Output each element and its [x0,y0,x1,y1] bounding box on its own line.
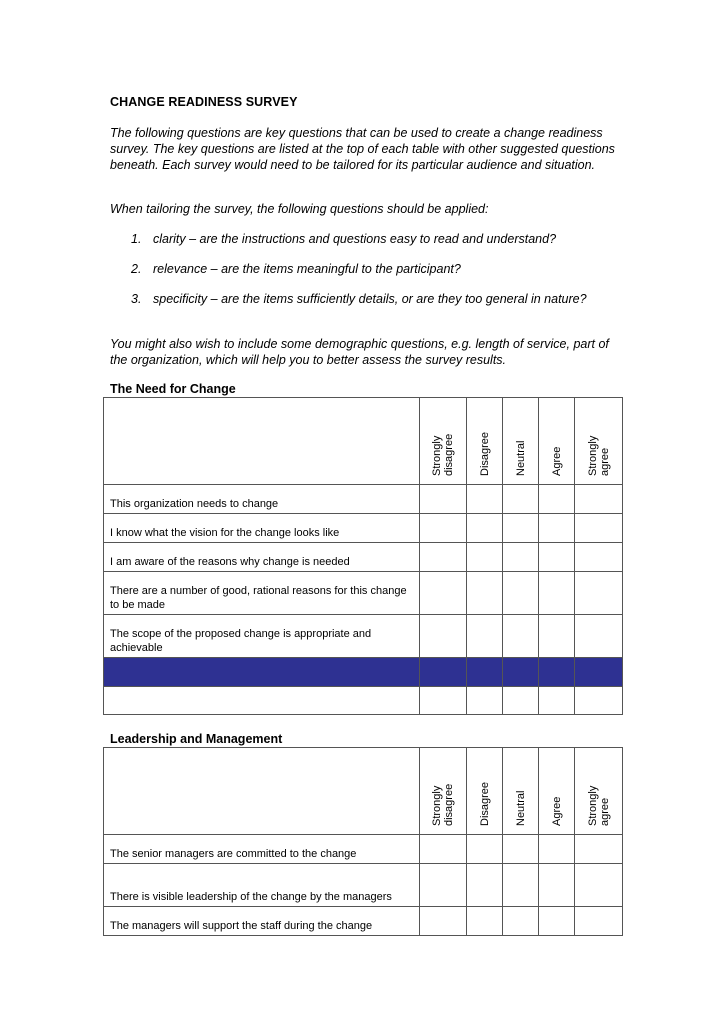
table-row [104,572,623,615]
response-cell[interactable] [575,687,623,715]
document-title: CHANGE READINESS SURVEY [110,95,298,109]
response-cell[interactable] [539,835,575,864]
question-text: The managers will support the staff during the change [104,907,420,936]
scale-header-agree: Agree [539,398,575,485]
highlight-bar-cell [575,658,623,687]
table-row [104,543,623,572]
response-cell[interactable] [539,543,575,572]
response-cell[interactable] [420,572,467,615]
question-header-cell [104,748,420,835]
criteria-number: 1. [131,232,142,246]
scale-header-neutral: Neutral [503,398,539,485]
scale-header-disagree: Disagree [467,398,503,485]
response-cell[interactable] [467,864,503,907]
intro-paragraph: The following questions are key questions that can be used to create a change readiness survey. The key questions are listed at the top of each table with other suggested questions beneath. Each survey would need to be tailored for its particular audience and situation. [110,126,615,172]
question-text: I know what the vision for the change looks like [104,514,420,543]
response-cell[interactable] [575,615,623,658]
table-header-row [104,398,623,485]
section-heading-leadership: Leadership and Management [110,732,283,746]
question-header-cell [104,398,420,485]
response-cell[interactable] [575,514,623,543]
criteria-text: relevance – are the items meaningful to the participant? [153,262,461,276]
question-text: The scope of the proposed change is appropriate and achievable [104,615,420,658]
criteria-item [131,261,591,277]
table-row [104,615,623,658]
response-cell[interactable] [575,864,623,907]
response-cell[interactable] [467,615,503,658]
demographic-note: You might also wish to include some demographic questions, e.g. length of service, part of the organization, which will help you to better assess the survey results. [110,337,609,367]
scale-header-strongly-agree: Strongly agree [575,748,623,835]
response-cell[interactable] [539,687,575,715]
response-cell[interactable] [539,485,575,514]
scale-header-neutral: Neutral [503,748,539,835]
scale-header-agree: Agree [539,748,575,835]
blank-question-cell[interactable] [104,687,420,715]
table-row [104,864,623,907]
response-cell[interactable] [503,514,539,543]
leadership-table [103,747,623,936]
response-cell[interactable] [575,572,623,615]
response-cell[interactable] [467,485,503,514]
criteria-item [131,231,591,247]
response-cell[interactable] [503,864,539,907]
response-cell[interactable] [575,907,623,936]
highlight-bar-row [104,658,623,687]
response-cell[interactable] [503,485,539,514]
need-for-change-table [103,397,623,715]
response-cell[interactable] [503,543,539,572]
response-cell[interactable] [420,543,467,572]
response-cell[interactable] [420,687,467,715]
scale-header-strongly-disagree: Strongly disagree [420,748,467,835]
response-cell[interactable] [539,514,575,543]
question-text: This organization needs to change [104,485,420,514]
criteria-text: specificity – are the items sufficiently details, or are they too general in nature? [153,292,587,306]
scale-header-strongly-disagree: Strongly disagree [420,398,467,485]
highlight-bar-cell [539,658,575,687]
table-row [104,835,623,864]
scale-header-disagree: Disagree [467,748,503,835]
response-cell[interactable] [467,543,503,572]
criteria-item [131,291,591,307]
question-text: There are a number of good, rational reasons for this change to be made [104,572,420,615]
response-cell[interactable] [575,835,623,864]
response-cell[interactable] [575,543,623,572]
highlight-bar-cell [503,658,539,687]
tailoring-intro: When tailoring the survey, the following questions should be applied: [110,202,489,216]
response-cell[interactable] [503,835,539,864]
response-cell[interactable] [575,485,623,514]
response-cell[interactable] [420,907,467,936]
table-header-row [104,748,623,835]
highlight-bar-cell [104,658,420,687]
question-text: I am aware of the reasons why change is needed [104,543,420,572]
response-cell[interactable] [503,572,539,615]
section-heading-need-for-change: The Need for Change [110,382,236,396]
response-cell[interactable] [539,615,575,658]
response-cell[interactable] [503,687,539,715]
response-cell[interactable] [467,835,503,864]
response-cell[interactable] [420,514,467,543]
response-cell[interactable] [467,687,503,715]
response-cell[interactable] [503,615,539,658]
response-cell[interactable] [539,864,575,907]
response-cell[interactable] [539,572,575,615]
response-cell[interactable] [420,485,467,514]
scale-header-strongly-agree: Strongly agree [575,398,623,485]
response-cell[interactable] [467,514,503,543]
response-cell[interactable] [503,907,539,936]
response-cell[interactable] [539,907,575,936]
table-row [104,687,623,715]
criteria-text: clarity – are the instructions and questions easy to read and understand? [153,232,557,246]
response-cell[interactable] [420,615,467,658]
table-row [104,907,623,936]
table-row [104,485,623,514]
highlight-bar-cell [420,658,467,687]
response-cell[interactable] [467,907,503,936]
question-text: The senior managers are committed to the change [104,835,420,864]
criteria-number: 3. [131,292,142,306]
response-cell[interactable] [420,835,467,864]
highlight-bar-cell [467,658,503,687]
response-cell[interactable] [467,572,503,615]
response-cell[interactable] [420,864,467,907]
table-row [104,514,623,543]
question-text: There is visible leadership of the change by the managers [104,864,420,907]
criteria-number: 2. [131,262,142,276]
